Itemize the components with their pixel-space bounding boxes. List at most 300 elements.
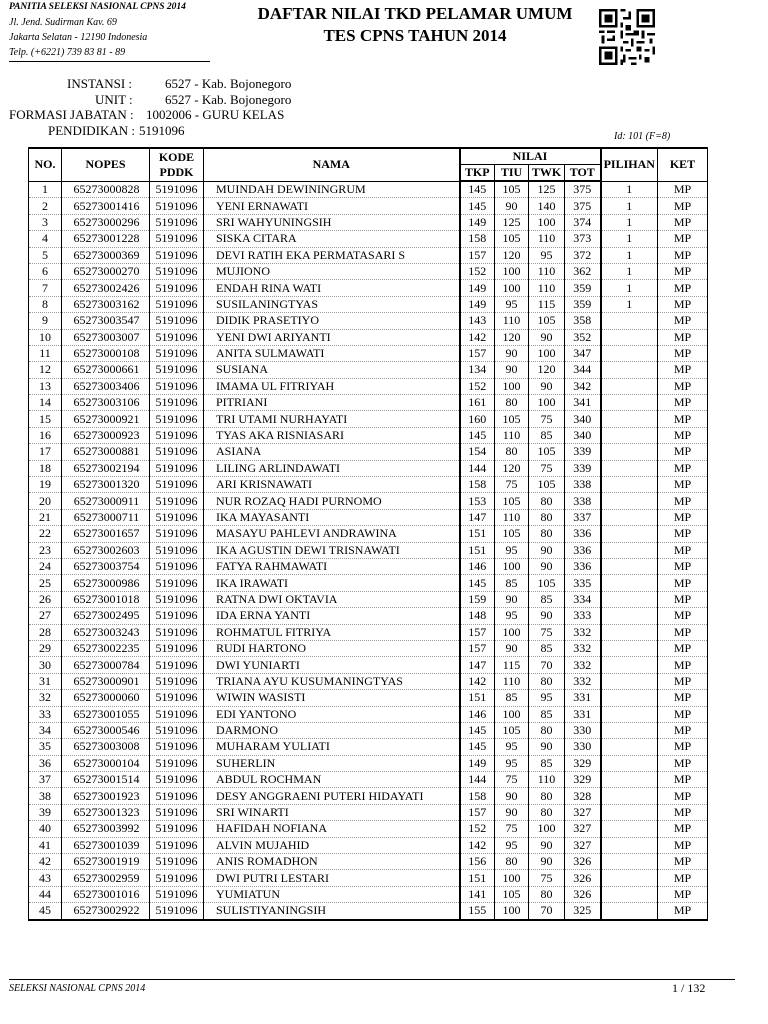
row-nopes: 65273000881 [62, 444, 150, 460]
row-kode-pddk: 5191096 [150, 673, 204, 689]
row-pilihan [601, 624, 658, 640]
row-twk: 105 [529, 313, 565, 329]
table-row [29, 706, 708, 722]
row-tiu: 120 [495, 329, 529, 345]
row-kode-pddk: 5191096 [150, 263, 204, 279]
row-twk: 110 [529, 231, 565, 247]
row-nama: YENI ERNAWATI [204, 198, 460, 214]
row-nama: MUJIONO [204, 263, 460, 279]
row-nopes: 65273001923 [62, 788, 150, 804]
row-tkp: 149 [460, 755, 495, 771]
table-row [29, 739, 708, 755]
row-ket: MP [658, 608, 708, 624]
row-tkp: 157 [460, 640, 495, 656]
row-kode-pddk: 5191096 [150, 427, 204, 443]
row-nama: TRI UTAMI NURHAYATI [204, 411, 460, 427]
row-nopes: 65273002235 [62, 640, 150, 656]
row-ket: MP [658, 870, 708, 886]
table-row [29, 657, 708, 673]
row-tkp: 154 [460, 444, 495, 460]
table-row [29, 263, 708, 279]
col-header-nopes: NOPES [62, 148, 150, 181]
row-tkp: 157 [460, 624, 495, 640]
row-ket: MP [658, 739, 708, 755]
row-tiu: 105 [495, 722, 529, 738]
row-ket: MP [658, 804, 708, 820]
row-nama: DARMONO [204, 722, 460, 738]
row-no: 44 [29, 886, 62, 902]
row-no: 40 [29, 821, 62, 837]
row-nama: IMAMA UL FITRIYAH [204, 378, 460, 394]
row-tot: 326 [565, 870, 601, 886]
col-header-no: NO. [29, 148, 62, 181]
row-tiu: 120 [495, 460, 529, 476]
row-tkp: 159 [460, 591, 495, 607]
row-tiu: 90 [495, 345, 529, 361]
row-no: 29 [29, 640, 62, 656]
row-no: 24 [29, 558, 62, 574]
row-pilihan [601, 722, 658, 738]
row-tiu: 95 [495, 755, 529, 771]
table-row [29, 903, 708, 920]
row-tot: 331 [565, 690, 601, 706]
row-tot: 327 [565, 821, 601, 837]
row-pilihan [601, 690, 658, 706]
row-no: 37 [29, 772, 62, 788]
row-tiu: 85 [495, 575, 529, 591]
unit-label: UNIT : [95, 92, 133, 107]
row-tiu: 95 [495, 608, 529, 624]
row-nopes: 65273000296 [62, 214, 150, 230]
row-nopes: 65273001416 [62, 198, 150, 214]
row-no: 36 [29, 755, 62, 771]
row-tiu: 90 [495, 591, 529, 607]
row-kode-pddk: 5191096 [150, 362, 204, 378]
row-kode-pddk: 5191096 [150, 608, 204, 624]
row-pilihan [601, 886, 658, 902]
document-title [230, 3, 600, 47]
table-row [29, 788, 708, 804]
row-kode-pddk: 5191096 [150, 542, 204, 558]
row-twk: 80 [529, 804, 565, 820]
row-tot: 352 [565, 329, 601, 345]
row-pilihan [601, 427, 658, 443]
table-row [29, 362, 708, 378]
row-pilihan [601, 509, 658, 525]
row-ket: MP [658, 591, 708, 607]
row-nama: HAFIDAH NOFIANA [204, 821, 460, 837]
row-ket: MP [658, 247, 708, 263]
row-kode-pddk: 5191096 [150, 444, 204, 460]
row-nopes: 65273000369 [62, 247, 150, 263]
row-kode-pddk: 5191096 [150, 313, 204, 329]
row-no: 23 [29, 542, 62, 558]
row-tkp: 158 [460, 477, 495, 493]
row-tiu: 100 [495, 706, 529, 722]
row-twk: 80 [529, 509, 565, 525]
row-nopes: 65273002959 [62, 870, 150, 886]
row-tiu: 105 [495, 493, 529, 509]
row-tiu: 95 [495, 296, 529, 312]
row-no: 4 [29, 231, 62, 247]
table-row [29, 411, 708, 427]
row-twk: 75 [529, 870, 565, 886]
row-nopes: 65273000901 [62, 673, 150, 689]
row-tot: 347 [565, 345, 601, 361]
table-row [29, 198, 708, 214]
row-tkp: 158 [460, 788, 495, 804]
col-header-tkp: TKP [460, 165, 495, 182]
row-tiu: 115 [495, 657, 529, 673]
row-nopes: 65273000923 [62, 427, 150, 443]
table-row [29, 870, 708, 886]
row-nopes: 65273003007 [62, 329, 150, 345]
row-kode-pddk: 5191096 [150, 214, 204, 230]
row-ket: MP [658, 181, 708, 198]
row-tkp: 153 [460, 493, 495, 509]
row-ket: MP [658, 411, 708, 427]
row-tiu: 90 [495, 362, 529, 378]
row-twk: 120 [529, 362, 565, 378]
org-name: PANITIA SELEKSI NASIONAL CPNS 2014 [9, 2, 186, 12]
row-tkp: 157 [460, 345, 495, 361]
row-ket: MP [658, 395, 708, 411]
row-nama: ROHMATUL FITRIYA [204, 624, 460, 640]
row-nama: ANIS ROMADHON [204, 854, 460, 870]
row-pilihan [601, 411, 658, 427]
row-nama: EDI YANTONO [204, 706, 460, 722]
row-ket: MP [658, 624, 708, 640]
row-tkp: 147 [460, 657, 495, 673]
row-pilihan [601, 444, 658, 460]
row-ket: MP [658, 362, 708, 378]
row-tkp: 151 [460, 690, 495, 706]
row-nopes: 65273001514 [62, 772, 150, 788]
row-tkp: 149 [460, 214, 495, 230]
row-kode-pddk: 5191096 [150, 821, 204, 837]
row-pilihan [601, 477, 658, 493]
row-nama: TYAS AKA RISNIASARI [204, 427, 460, 443]
row-pilihan [601, 378, 658, 394]
row-no: 26 [29, 591, 62, 607]
title-line-2: TES CPNS TAHUN 2014 [323, 26, 507, 45]
row-tot: 375 [565, 181, 601, 198]
row-ket: MP [658, 329, 708, 345]
row-tkp: 141 [460, 886, 495, 902]
row-nopes: 65273000104 [62, 755, 150, 771]
col-header-tot: TOT [565, 165, 601, 182]
table-row [29, 722, 708, 738]
col-header-twk: TWK [529, 165, 565, 182]
table-row [29, 181, 708, 198]
row-tot: 339 [565, 460, 601, 476]
row-tiu: 100 [495, 280, 529, 296]
row-twk: 85 [529, 591, 565, 607]
row-kode-pddk: 5191096 [150, 509, 204, 525]
org-address-2: Jakarta Selatan - 12190 Indonesia [9, 32, 148, 43]
row-ket: MP [658, 296, 708, 312]
row-tkp: 142 [460, 673, 495, 689]
row-nopes: 65273003162 [62, 296, 150, 312]
row-nopes: 65273002495 [62, 608, 150, 624]
table-row [29, 345, 708, 361]
row-nama: SUHERLIN [204, 755, 460, 771]
row-nopes: 65273001039 [62, 837, 150, 853]
row-twk: 75 [529, 624, 565, 640]
row-tiu: 110 [495, 427, 529, 443]
row-tot: 325 [565, 903, 601, 920]
row-ket: MP [658, 886, 708, 902]
row-pilihan [601, 558, 658, 574]
row-twk: 80 [529, 886, 565, 902]
row-twk: 105 [529, 477, 565, 493]
col-header-kode-pddk: KODE PDDK [150, 148, 204, 181]
row-no: 39 [29, 804, 62, 820]
unit-value: 6527 - Kab. Bojonegoro [165, 92, 292, 107]
row-nama: YUMIATUN [204, 886, 460, 902]
row-nama: SRI WINARTI [204, 804, 460, 820]
row-twk: 90 [529, 378, 565, 394]
row-ket: MP [658, 509, 708, 525]
row-kode-pddk: 5191096 [150, 329, 204, 345]
row-kode-pddk: 5191096 [150, 657, 204, 673]
row-tkp: 156 [460, 854, 495, 870]
row-nopes: 65273001018 [62, 591, 150, 607]
row-kode-pddk: 5191096 [150, 477, 204, 493]
row-tiu: 100 [495, 378, 529, 394]
row-nama: ALVIN MUJAHID [204, 837, 460, 853]
row-tkp: 157 [460, 247, 495, 263]
row-kode-pddk: 5191096 [150, 558, 204, 574]
row-twk: 100 [529, 345, 565, 361]
row-pilihan [601, 329, 658, 345]
row-tiu: 110 [495, 509, 529, 525]
row-nama: IKA MAYASANTI [204, 509, 460, 525]
row-no: 10 [29, 329, 62, 345]
row-tkp: 152 [460, 263, 495, 279]
row-tkp: 145 [460, 427, 495, 443]
pendidikan-value: 5191096 [139, 123, 185, 138]
row-nama: LILING ARLINDAWATI [204, 460, 460, 476]
row-tkp: 161 [460, 395, 495, 411]
row-tot: 327 [565, 837, 601, 853]
row-pilihan [601, 313, 658, 329]
row-pilihan [601, 755, 658, 771]
row-tot: 332 [565, 673, 601, 689]
row-nopes: 65273000270 [62, 263, 150, 279]
row-nama: DESY ANGGRAENI PUTERI HIDAYATI [204, 788, 460, 804]
col-header-nama: NAMA [204, 148, 460, 181]
row-twk: 90 [529, 329, 565, 345]
row-tot: 336 [565, 558, 601, 574]
row-ket: MP [658, 198, 708, 214]
row-no: 3 [29, 214, 62, 230]
row-ket: MP [658, 722, 708, 738]
row-nama: DWI PUTRI LESTARI [204, 870, 460, 886]
row-nama: WIWIN WASISTI [204, 690, 460, 706]
row-kode-pddk: 5191096 [150, 280, 204, 296]
row-pilihan [601, 772, 658, 788]
row-tiu: 75 [495, 477, 529, 493]
table-row [29, 591, 708, 607]
row-tot: 372 [565, 247, 601, 263]
row-tot: 344 [565, 362, 601, 378]
row-nopes: 65273000986 [62, 575, 150, 591]
org-divider [9, 61, 210, 62]
table-row [29, 755, 708, 771]
row-tot: 358 [565, 313, 601, 329]
row-nopes: 65273003243 [62, 624, 150, 640]
row-nopes: 65273001919 [62, 854, 150, 870]
table-row [29, 493, 708, 509]
row-no: 35 [29, 739, 62, 755]
row-twk: 100 [529, 214, 565, 230]
row-ket: MP [658, 706, 708, 722]
row-twk: 105 [529, 575, 565, 591]
row-ket: MP [658, 673, 708, 689]
row-nopes: 65273000661 [62, 362, 150, 378]
row-tiu: 90 [495, 198, 529, 214]
row-pilihan [601, 673, 658, 689]
row-tot: 328 [565, 788, 601, 804]
row-tiu: 80 [495, 444, 529, 460]
row-ket: MP [658, 854, 708, 870]
table-row [29, 329, 708, 345]
row-tkp: 151 [460, 526, 495, 542]
row-twk: 105 [529, 444, 565, 460]
row-tot: 333 [565, 608, 601, 624]
row-ket: MP [658, 772, 708, 788]
row-nopes: 65273002603 [62, 542, 150, 558]
row-no: 13 [29, 378, 62, 394]
row-ket: MP [658, 427, 708, 443]
row-kode-pddk: 5191096 [150, 788, 204, 804]
row-nama: DEVI RATIH EKA PERMATASARI S [204, 247, 460, 263]
row-nama: SRI WAHYUNINGSIH [204, 214, 460, 230]
row-tot: 326 [565, 886, 601, 902]
table-row [29, 690, 708, 706]
row-tkp: 146 [460, 558, 495, 574]
footer-label: SELEKSI NASIONAL CPNS 2014 [9, 983, 146, 994]
table-row [29, 608, 708, 624]
row-kode-pddk: 5191096 [150, 460, 204, 476]
row-nama: ANITA SULMAWATI [204, 345, 460, 361]
table-row [29, 886, 708, 902]
row-tiu: 105 [495, 886, 529, 902]
row-twk: 85 [529, 706, 565, 722]
row-kode-pddk: 5191096 [150, 345, 204, 361]
row-no: 30 [29, 657, 62, 673]
row-kode-pddk: 5191096 [150, 378, 204, 394]
row-pilihan [601, 640, 658, 656]
row-kode-pddk: 5191096 [150, 231, 204, 247]
row-no: 43 [29, 870, 62, 886]
table-row [29, 804, 708, 820]
table-row [29, 313, 708, 329]
row-tot: 336 [565, 526, 601, 542]
org-phone: Telp. (+6221) 739 83 81 - 89 [9, 47, 126, 58]
row-pilihan [601, 706, 658, 722]
table-row [29, 673, 708, 689]
row-pilihan [601, 575, 658, 591]
row-tot: 329 [565, 772, 601, 788]
row-tot: 327 [565, 804, 601, 820]
row-twk: 95 [529, 690, 565, 706]
row-nopes: 65273000921 [62, 411, 150, 427]
row-tkp: 152 [460, 378, 495, 394]
row-tiu: 75 [495, 821, 529, 837]
row-nopes: 65273000711 [62, 509, 150, 525]
table-row [29, 214, 708, 230]
row-twk: 80 [529, 722, 565, 738]
row-no: 8 [29, 296, 62, 312]
row-nopes: 65273000784 [62, 657, 150, 673]
row-twk: 85 [529, 755, 565, 771]
row-tiu: 100 [495, 624, 529, 640]
row-nama: IDA ERNA YANTI [204, 608, 460, 624]
row-twk: 70 [529, 903, 565, 920]
row-no: 18 [29, 460, 62, 476]
row-ket: MP [658, 231, 708, 247]
row-nopes: 65273002922 [62, 903, 150, 920]
row-tkp: 155 [460, 903, 495, 920]
row-tiu: 100 [495, 558, 529, 574]
row-ket: MP [658, 575, 708, 591]
table-row [29, 247, 708, 263]
row-no: 22 [29, 526, 62, 542]
row-pilihan [601, 657, 658, 673]
row-nopes: 65273003754 [62, 558, 150, 574]
row-twk: 125 [529, 181, 565, 198]
row-no: 11 [29, 345, 62, 361]
row-tot: 341 [565, 395, 601, 411]
table-row [29, 427, 708, 443]
row-kode-pddk: 5191096 [150, 395, 204, 411]
row-nama: MASAYU PAHLEVI ANDRAWINA [204, 526, 460, 542]
row-pilihan [601, 362, 658, 378]
row-pilihan [601, 542, 658, 558]
col-header-pilihan: PILIHAN [601, 148, 658, 181]
row-tiu: 80 [495, 854, 529, 870]
row-pilihan: 1 [601, 247, 658, 263]
row-nama: SISKA CITARA [204, 231, 460, 247]
row-no: 31 [29, 673, 62, 689]
row-twk: 90 [529, 739, 565, 755]
row-pilihan [601, 821, 658, 837]
table-row [29, 296, 708, 312]
table-row [29, 280, 708, 296]
row-pilihan: 1 [601, 181, 658, 198]
row-no: 7 [29, 280, 62, 296]
row-ket: MP [658, 526, 708, 542]
row-kode-pddk: 5191096 [150, 755, 204, 771]
table-row [29, 837, 708, 853]
row-twk: 110 [529, 772, 565, 788]
score-table [28, 147, 708, 921]
row-no: 25 [29, 575, 62, 591]
row-ket: MP [658, 345, 708, 361]
row-tiu: 90 [495, 640, 529, 656]
instansi-value: 6527 - Kab. Bojonegoro [165, 76, 292, 91]
row-nopes: 65273000060 [62, 690, 150, 706]
row-tiu: 120 [495, 247, 529, 263]
row-nama: PITRIANI [204, 395, 460, 411]
row-tot: 359 [565, 296, 601, 312]
row-twk: 140 [529, 198, 565, 214]
table-row [29, 542, 708, 558]
row-tot: 362 [565, 263, 601, 279]
row-nama: DIDIK PRASETIYO [204, 313, 460, 329]
